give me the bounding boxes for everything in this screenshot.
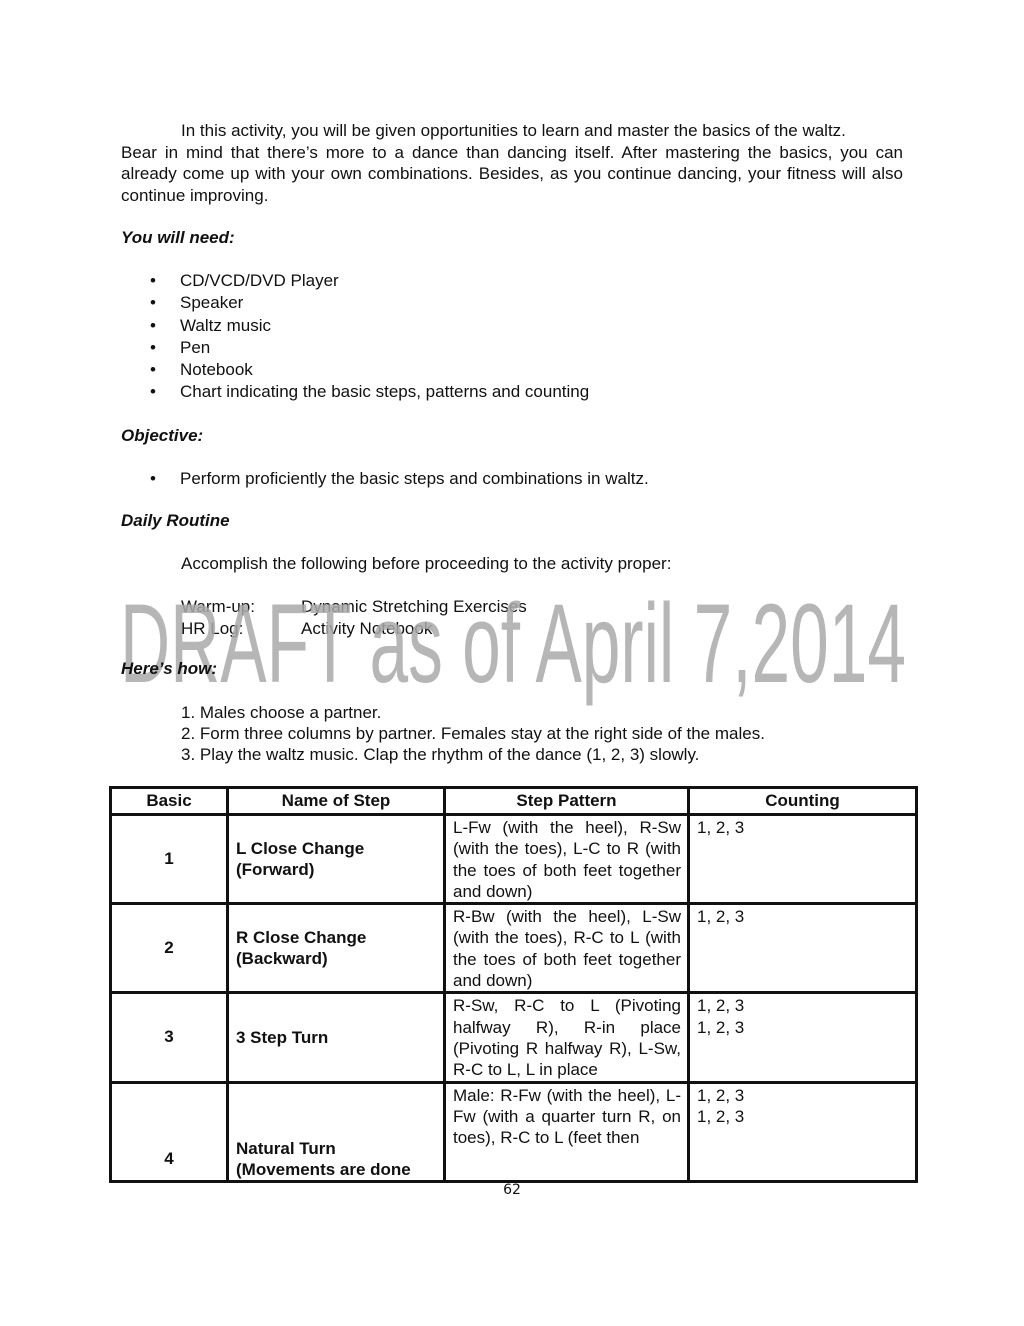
step-pattern: L-Fw (with the heel), R-Sw (with the toes), L-C to R (with the toes of both feet together and down)	[445, 815, 689, 904]
basic-number: 4	[111, 1082, 228, 1181]
objective-heading: Objective:	[121, 426, 204, 445]
step-pattern: R-Bw (with the heel), L-Sw (with the toes), R-C to L (with the toes of both feet together and down)	[445, 904, 689, 993]
list-item: • Speaker	[150, 292, 589, 314]
step-name	[228, 815, 445, 904]
intro-paragraph	[121, 120, 903, 206]
routine-instruction: Accomplish the following before proceeding to the activity proper:	[181, 554, 672, 573]
step-name-line: R Close Change	[236, 928, 367, 948]
routine-key: Warm-up:	[181, 597, 255, 616]
table-row	[111, 904, 917, 993]
step-name	[228, 993, 445, 1082]
counting	[689, 1082, 917, 1181]
list-item: • Notebook	[150, 359, 589, 381]
counting	[689, 904, 917, 993]
counting-line: 1, 2, 3	[697, 1017, 745, 1037]
basic-number: 2	[111, 904, 228, 993]
step-item: 3. Play the waltz music. Clap the rhythm of the dance (1, 2, 3) slowly.	[181, 745, 700, 764]
list-item: • Chart indicating the basic steps, patterns and counting	[150, 381, 589, 403]
counting	[689, 993, 917, 1082]
column-header-name: Name of Step	[228, 788, 445, 815]
step-name	[228, 904, 445, 993]
step-name	[228, 1082, 445, 1181]
table-header-row	[111, 788, 917, 815]
step-name-line: Natural Turn	[236, 1138, 336, 1158]
column-header-counting: Counting	[689, 788, 917, 815]
needs-list	[150, 270, 589, 404]
heres-how-heading: Here’s how:	[121, 659, 218, 678]
counting-line: 1, 2, 3	[697, 907, 745, 927]
routine-row-warmup	[181, 596, 527, 618]
table-row	[111, 815, 917, 904]
step-name-line: (Forward)	[236, 860, 315, 880]
routine-value: Activity Notebook	[301, 618, 433, 638]
basic-number: 3	[111, 993, 228, 1082]
counting-line: 1, 2, 3	[697, 1106, 745, 1126]
routine-value: Dynamic Stretching Exercises	[301, 597, 527, 616]
instruction-steps	[181, 702, 765, 765]
routine-row-hr-log	[181, 618, 527, 640]
step-name-line: (Movements are done	[236, 1159, 411, 1179]
list-item: • CD/VCD/DVD Player	[150, 270, 589, 292]
counting-line: 1, 2, 3	[697, 1085, 745, 1105]
routine-key: HR Log:	[181, 618, 244, 638]
list-item: • Waltz music	[150, 315, 589, 337]
step-item: 1. Males choose a partner.	[181, 703, 382, 722]
objective-list	[150, 468, 649, 490]
step-name-line: 3 Step Turn	[236, 1027, 329, 1047]
intro-body: Bear in mind that there’s more to a dance than dancing itself. After mastering the basics, you can already come up with your own combinations. Besides, as you continue dancing, your fitness will also continue improving.	[121, 142, 903, 205]
intro-first-line: In this activity, you will be given opportunities to learn and master the basics of the waltz.	[181, 121, 846, 140]
column-header-pattern: Step Pattern	[445, 788, 689, 815]
routine-table	[181, 596, 527, 639]
page-number: 62	[503, 1182, 521, 1198]
table-row	[111, 993, 917, 1082]
basic-number: 1	[111, 815, 228, 904]
step-item: 2. Form three columns by partner. Females stay at the right side of the males.	[181, 724, 765, 743]
step-pattern: R-Sw, R-C to L (Pivoting halfway R), R-in place (Pivoting R halfway R), L-Sw, R-C to L, L in place	[445, 993, 689, 1082]
step-name-line: (Backward)	[236, 949, 328, 969]
watermark-text: DRAFT as of April 7,2014	[120, 581, 906, 706]
daily-routine-heading: Daily Routine	[121, 511, 230, 530]
table-row	[111, 1082, 917, 1181]
waltz-steps-table	[109, 786, 918, 1183]
step-pattern: Male: R-Fw (with the heel), L-Fw (with a quarter turn R, on toes), R-C to L (feet then	[445, 1082, 689, 1181]
counting-line: 1, 2, 3	[697, 996, 745, 1016]
needs-heading: You will need:	[121, 228, 235, 247]
list-item: • Perform proficiently the basic steps and combinations in waltz.	[150, 468, 649, 490]
counting-line: 1, 2, 3	[697, 818, 745, 837]
column-header-basic: Basic	[111, 788, 228, 815]
counting	[689, 815, 917, 904]
list-item: • Pen	[150, 337, 589, 359]
step-name-line: L Close Change	[236, 839, 365, 859]
